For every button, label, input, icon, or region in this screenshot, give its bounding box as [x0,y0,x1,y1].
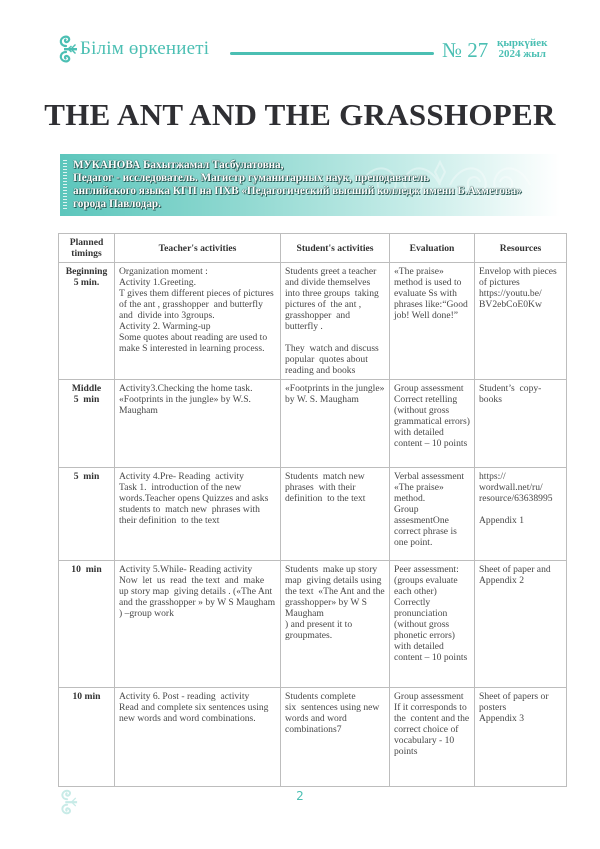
cell-text: Verbal assessment «The praise» method. [394,471,467,504]
cell-text: Activity 4.Pre- Reading activity [119,471,244,482]
cell-text: «Footprints in the jungle» by W. S. Maugham [285,383,387,405]
table-header-row [59,234,567,263]
cell-text: Group assessment [394,691,464,702]
author-affiliation: английского языка КГП на ПХВ «Педагогический высший колледж имени Б.Ахметова» [73,185,522,197]
article-title: THE ANT AND THE GRASSHOPER [44,97,556,132]
cell-text: Activity 6. Post - reading activity [119,691,250,702]
banner-stripes-decoration [63,160,67,210]
cell-text: Students complete [285,691,356,702]
cell-text: Activity 5.While- Reading activity [119,564,253,575]
cell-text: Students make up story map giving details using the text «The Ant and the grasshopper» by W S Maugham [285,564,388,619]
issue-month: қыркүйек [497,37,548,49]
author-name: МУКАНОВА Бахытжамал Тасбулатовна, [73,159,284,171]
cell-student-activities [281,263,390,380]
cell-text: Group assessment Correct retelling (without gross grammatical errors) with detailed content – 10 points [394,383,473,449]
cell-text: Group assesmentOne correct phrase is one point. [394,504,460,548]
cell-text: Now let us read the text and make up story map giving details . («The Ant and the grasshopper » by W S Maugham ) –group work [119,575,278,619]
cell-timing [59,561,115,688]
cell-evaluation [390,468,475,561]
table-row [59,468,567,561]
cell-text: 5 min. [73,277,100,288]
cell-text: Activity3.Checking the home task. [119,383,253,394]
table-row [59,380,567,468]
ornament-logo-icon [56,33,78,65]
cell-teacher-activities [115,561,281,688]
cell-teacher-activities [115,468,281,561]
cell-teacher-activities [115,688,281,787]
author-banner [60,154,560,216]
column-header-resources: Resources [475,234,567,263]
cell-resources [475,263,567,380]
blank-line [285,332,385,343]
cell-teacher-activities [115,263,281,380]
cell-timing [59,468,115,561]
author-city: города Павлодар. [73,198,161,210]
cell-text: Appendix 1 [479,515,525,526]
column-header-student: Student's activities [281,234,390,263]
cell-evaluation [390,263,475,380]
cell-text: 10 min [71,564,102,575]
cell-text: 5 min [73,394,100,405]
cell-text: 5 min [73,471,100,482]
cell-text: Task 1. introduction of the new words.Teacher opens Quizzes and asks students to match new phrases with their definition to the text [119,482,274,526]
cell-text: «The praise» method is used to evaluate Ss with phrases like:“Good job! Well done!” [394,266,471,321]
cell-text: Appendix 3 [479,713,525,724]
issue-date [497,38,547,60]
column-header-teacher: Teacher's activities [115,234,281,263]
journal-header [56,33,556,67]
cell-resources [475,468,567,561]
cell-teacher-activities [115,380,281,468]
blank-line [479,504,562,515]
cell-evaluation [390,688,475,787]
cell-resources [475,561,567,688]
cell-text: Activity 1.Greeting. [119,277,196,288]
cell-text: Correctly pronunciation (without gross phonetic errors) with detailed content – 10 points [394,597,468,663]
journal-name: Білім өркениеті [80,38,210,59]
column-header-evaluation: Evaluation [390,234,475,263]
cell-text: Some quotes about reading are used to make S interested in learning process. [119,332,270,354]
cell-text: Student’s copy-books [479,383,542,405]
cell-text: Peer assessment: (groups evaluate each other) [394,564,462,597]
cell-text: Students match new phrases with their definition to the text [285,471,368,504]
cell-text: six sentences using new words and word combinations7 [285,702,382,735]
cell-student-activities [281,468,390,561]
cell-timing [59,688,115,787]
cell-text: 10 min [72,691,101,702]
lesson-plan-table [58,233,567,787]
cell-evaluation [390,561,475,688]
column-header-timings: Planned timings [59,234,115,263]
header-divider [230,52,434,55]
table-row [59,688,567,787]
cell-text: Sheet of paper and Appendix 2 [479,564,553,586]
cell-text: Middle [71,383,102,394]
cell-text: Activity 2. Warming-up [119,321,211,332]
cell-text: Envelop with pieces of pictures https://youtu.be/ BV2ebCoE0Kw [479,266,560,310]
issue-number: № 27 [442,38,489,62]
cell-text: ) and present it to groupmates. [285,619,355,641]
cell-text: Students greet a teacher and divide themselves into three groups taking pictures of the ant , grasshopper and butterfly . [285,266,384,332]
cell-evaluation [390,380,475,468]
cell-text: Beginning [65,266,108,277]
cell-resources [475,688,567,787]
cell-timing [59,263,115,380]
issue-year: 2024 жыл [498,48,546,60]
cell-student-activities [281,380,390,468]
author-position: Педагог - исследователь. Магистр гуманитарных наук, преподаватель [73,172,430,184]
cell-text: Sheet of papers or posters [479,691,551,713]
cell-text: If it corresponds to the content and the correct choice of vocabulary - 10 points [394,702,472,757]
cell-student-activities [281,688,390,787]
cell-resources [475,380,567,468]
cell-text: They watch and discuss popular quotes about reading and books [285,343,382,376]
cell-text: Organization moment : [119,266,208,277]
cell-text: «Footprints in the jungle» by W.S. Maugham [119,394,254,416]
cell-timing [59,380,115,468]
cell-student-activities [281,561,390,688]
table-row [59,263,567,380]
page-number: 2 [296,789,304,803]
table-row [59,561,567,688]
cell-text: Read and complete six sentences using new words and word combinations. [119,702,271,724]
author-info [73,159,522,211]
cell-text: https:// wordwall.net/ru/ resource/63638995 [479,471,553,504]
cell-text: T gives them different pieces of pictures of the ant , grasshopper and butterfly and divide into 3groups. [119,288,277,321]
